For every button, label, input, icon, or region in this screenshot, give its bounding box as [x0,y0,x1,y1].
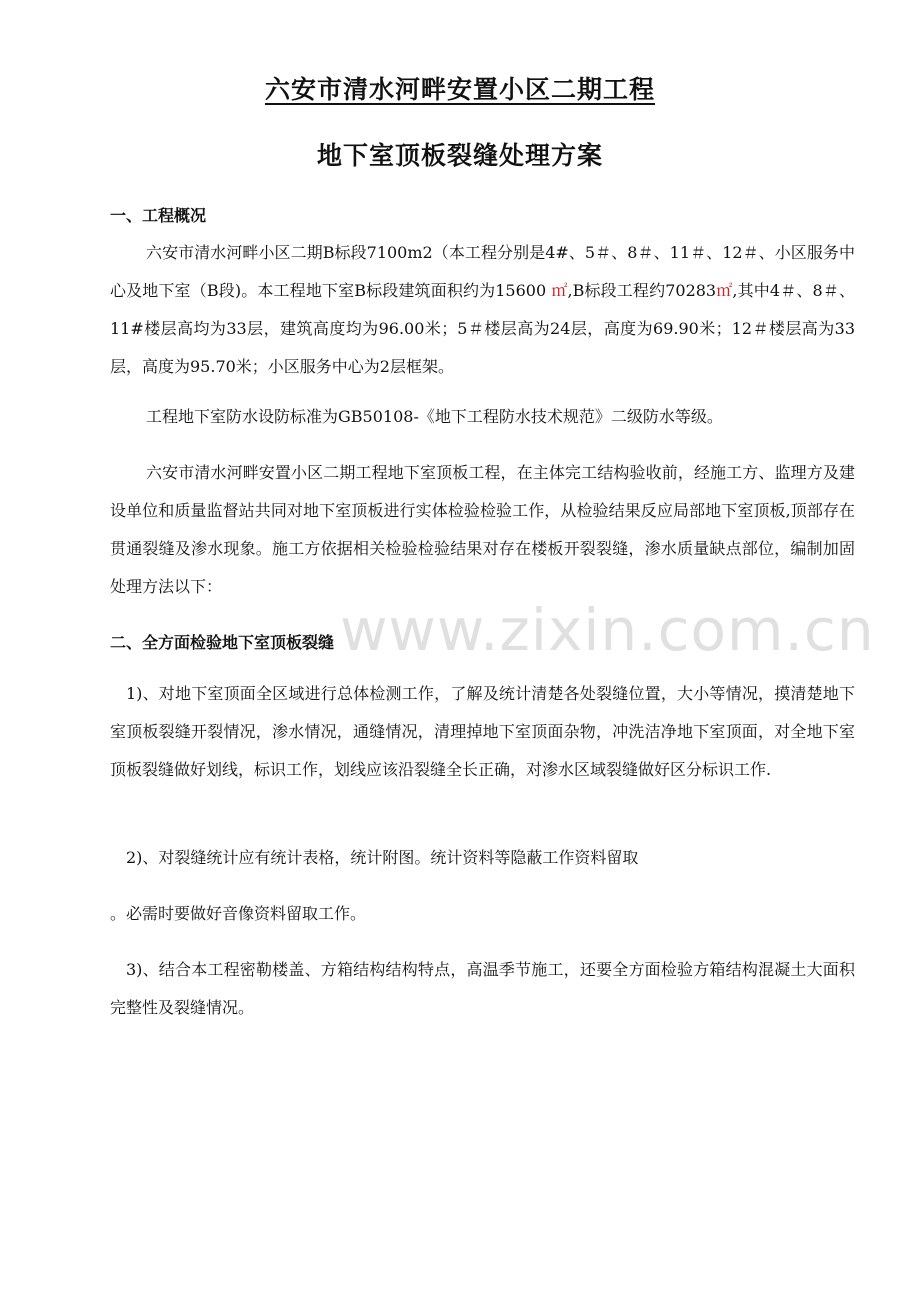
p1-text-a: 六安市清水河畔小区二期B标段7100m2（本工程分别是4#、5＃、8＃、11＃、12＃、小区服务中心及地下室（B段)。本工程地下室B标段建筑面积约为15600 [110,243,855,300]
section-2-item-1: 1)、对地下室顶面全区域进行总体检测工作，了解及统计清楚各处裂缝位置，大小等情况，摸清楚地下室顶板裂缝开裂情况，渗水情况，通缝情况，清理掉地下室顶面杂物，冲洗洁净地下室顶面，对全地下室顶板裂缝做好划线，标识工作，划线应该沿裂缝全长正确，对渗水区域裂缝做好区分标识工作. [110,684,855,779]
section-2-item-3: 3)、结合本工程密勒楼盖、方箱结构结构特点，高温季节施工，还要全方面检验方箱结构混凝土大面积完整性及裂缝情况。 [110,960,855,1017]
section-2-item-2-line-2: 。必需时要做好音像资料留取工作。 [110,904,367,923]
area-unit-1: ㎡ [551,281,568,300]
document-subtitle: 地下室顶板裂缝处理方案 [316,141,603,170]
section-1-heading: 一、工程概况 [110,206,207,225]
watermark: www.zixin.com.cn [340,596,875,664]
area-unit-2: ㎡ [716,281,733,300]
title-line-1: 六安市清水河畔安置小区二期工程 [264,75,655,104]
document-title [0,70,920,106]
section-1-paragraph-2: 工程地下室防水设防标准为GB50108-《地下工程防水技术规范》二级防水等级。 [146,407,723,426]
p1-text-b: ,B标段工程约70283 [567,281,717,300]
section-2-item-2-line-1: 2)、对裂缝统计应有统计表格，统计附图。统计资料等隐蔽工作资料留取 [126,848,639,867]
section-1-paragraph-3: 六安市清水河畔安置小区二期工程地下室顶板工程，在主体完工结构验收前，经施工方、监理方及建设单位和质量监督站共同对地下室顶板进行实体检验检验工作，从检验结果反应局部地下室顶板,顶部存在贯通裂缝及渗水现象。施工方依据相关检验检验结果对存在楼板开裂裂缝，渗水质量缺点部位，编制加固处理方法以下： [110,463,855,596]
p1-text-c: ,其中4＃、8＃、11#楼层高均为33层，建筑高度均为96.00米；5＃楼层高为24层，高度为69.90米；12＃楼层高为33层，高度为95.70米；小区服务中心为2层框架。 [110,281,855,376]
section-1-paragraph-1 [110,234,855,386]
section-2-heading: 二、全方面检验地下室顶板裂缝 [110,633,335,652]
